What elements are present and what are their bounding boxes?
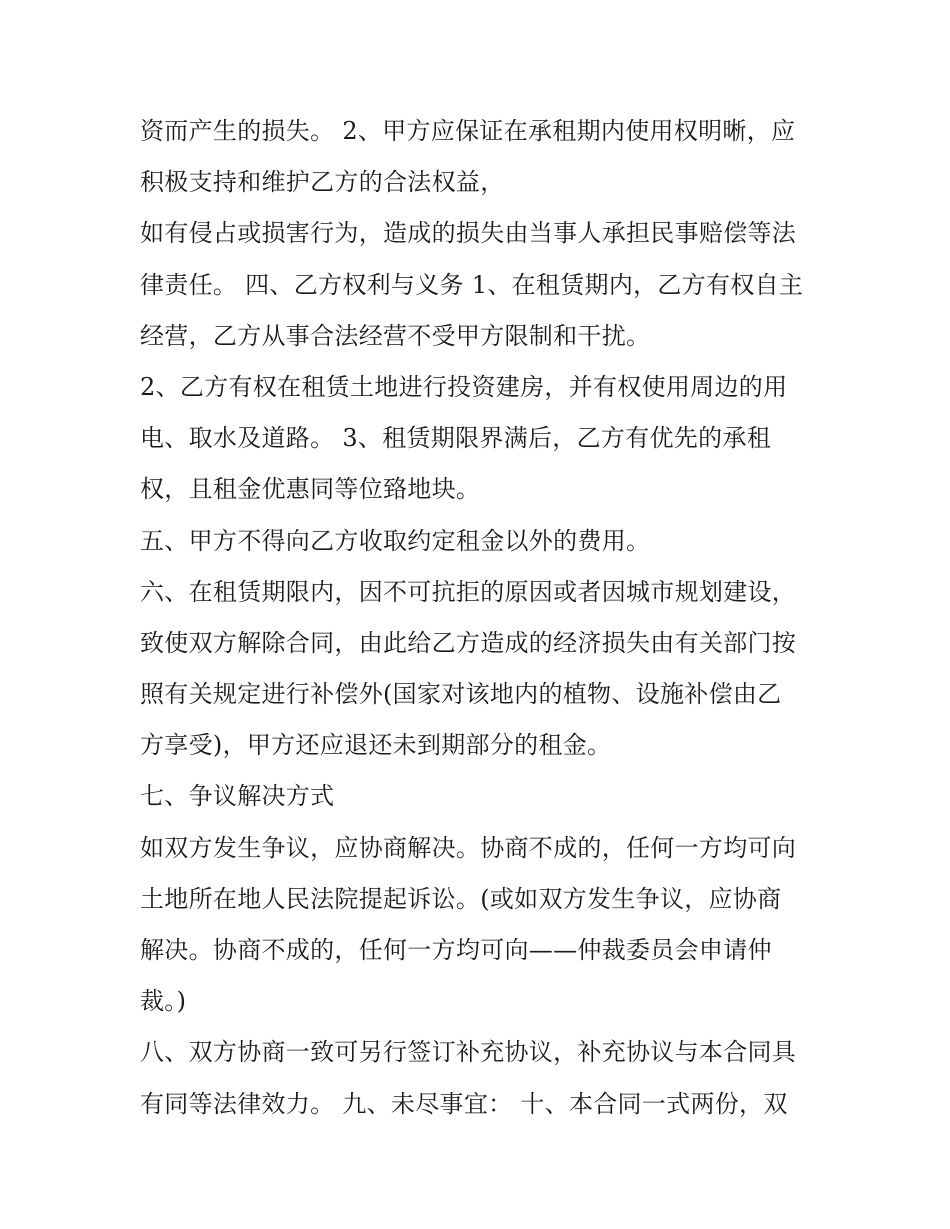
text-line: 权，且租金优惠同等位臵地块。 <box>140 475 481 504</box>
text-line: 资而产生的损失。 2、甲方应保证在承租期内使用权明晰，应 <box>140 117 796 145</box>
text-line: 五、甲方不得向乙方收取约定租金以外的费用。 <box>140 526 651 555</box>
text-line: 有同等法律效力。 九、未尽事宜： 十、本合同一式两份，双 <box>140 1089 788 1118</box>
text-line: 裁。) <box>140 987 187 1016</box>
text-line: 解决。协商不成的，任何一方均可向——仲裁委员会申请仲 <box>140 936 772 964</box>
text-line: 土地所在地人民法院提起诉讼。(或如双方发生争议，应协商 <box>140 884 782 913</box>
text-line: 律责任。 四、乙方权利与义务 1、在租赁期内，乙方有权自主 <box>140 270 804 299</box>
text-line: 致使双方解除合同，由此给乙方造成的经济损失由有关部门按 <box>140 628 797 657</box>
text-line: 七、争议解决方式 <box>140 782 335 811</box>
document-body <box>140 106 840 1130</box>
text-line: 如有侵占或损害行为，造成的损失由当事人承担民事赔偿等法 <box>140 219 797 248</box>
text-line: 积极支持和维护乙方的合法权益， <box>140 168 505 197</box>
text-line: 经营，乙方从事合法经营不受甲方限制和干扰。 <box>140 321 651 350</box>
text-line: 八、双方协商一致可另行签订补充协议，补充协议与本合同具 <box>140 1038 797 1067</box>
text-line: 六、在租赁期限内，因不可抗拒的原因或者因城市规划建设， <box>140 577 797 606</box>
text-line: 方享受)，甲方还应退还未到期部分的租金。 <box>140 731 612 760</box>
text-line: 如双方发生争议，应协商解决。协商不成的，任何一方均可向 <box>140 833 797 862</box>
text-line: 2、乙方有权在租赁土地进行投资建房，并有权使用周边的用 <box>140 372 788 401</box>
text-line: 照有关规定进行补偿外(国家对该地内的植物、设施补偿由乙 <box>140 680 782 709</box>
text-line: 电、取水及道路。 3、租赁期限界满后，乙方有优先的承租 <box>140 424 771 453</box>
